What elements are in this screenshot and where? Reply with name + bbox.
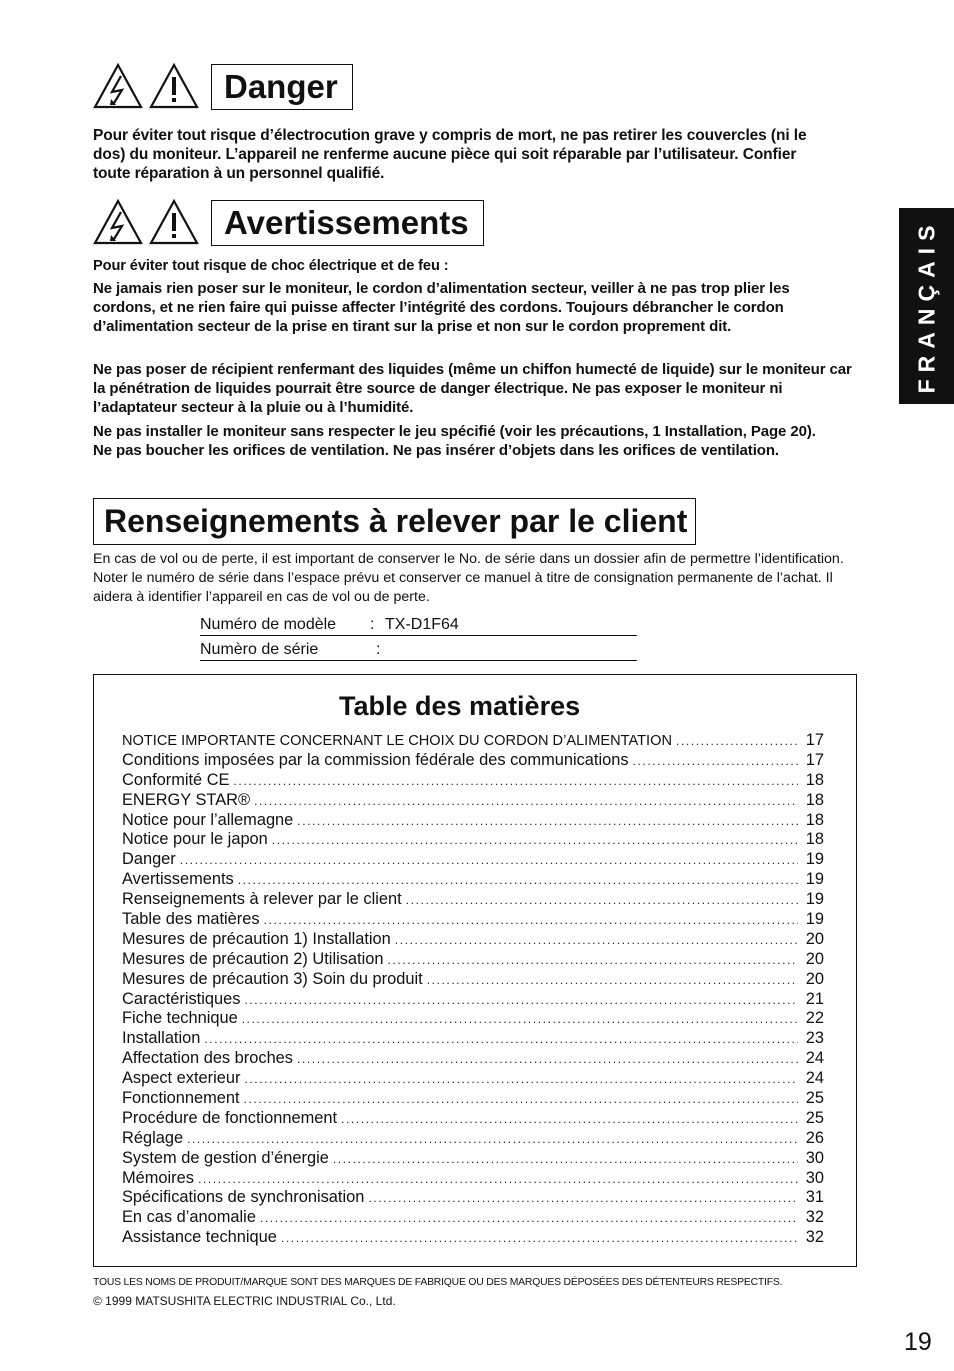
toc-item[interactable] xyxy=(122,791,824,811)
toc-dot-leader xyxy=(264,911,798,931)
toc-item-label: Fiche technique xyxy=(122,1009,238,1028)
toc-item-label: Spécifications de synchronisation xyxy=(122,1188,365,1207)
model-separator: : xyxy=(370,616,375,633)
toc-item-page: 20 xyxy=(805,949,824,968)
toc-item-page: 18 xyxy=(805,770,824,789)
toc-item-label: Mémoires xyxy=(122,1168,194,1187)
toc-item[interactable] xyxy=(122,1169,824,1189)
toc-item-page: 25 xyxy=(805,1108,824,1127)
toc-item-label: NOTICE IMPORTANTE CONCERNANT LE CHOIX DU CORDON D’ALIMENTATION xyxy=(122,733,673,749)
toc-box xyxy=(93,674,857,1267)
shock-hazard-icon xyxy=(93,198,143,246)
toc-item-label: Conformité CE xyxy=(122,770,230,789)
toc-item-page: 30 xyxy=(805,1148,824,1167)
toc-item[interactable] xyxy=(122,970,824,990)
model-label: Numéro de modèle xyxy=(200,616,337,633)
toc-item-page: 18 xyxy=(805,790,824,809)
toc-item[interactable] xyxy=(122,771,824,791)
toc-item[interactable] xyxy=(122,811,824,831)
toc-dot-leader xyxy=(406,891,798,911)
toc-dot-leader xyxy=(244,991,798,1011)
customer-text: En cas de vol ou de perte, il est important de conserver le No. de série dans un dossier afin de permettre l’identification. Noter le numéro de série dans l’espace prévu et conserver ce manuel à titre de consignation permanente de l’achat. Il aidera à identifier l’appareil en cas de vol ou de perte. xyxy=(93,551,844,606)
toc-item-page: 23 xyxy=(805,1029,824,1048)
toc-item-page: 17 xyxy=(805,750,824,769)
shock-hazard-icon xyxy=(93,62,143,110)
toc-item[interactable] xyxy=(122,930,824,950)
toc-item-label: Installation xyxy=(122,1029,201,1048)
toc-item[interactable] xyxy=(122,1089,824,1109)
toc-item-page: 25 xyxy=(805,1089,824,1108)
serial-number-row xyxy=(200,640,637,661)
toc-dot-leader xyxy=(395,931,798,951)
toc-item[interactable] xyxy=(122,1009,824,1029)
copyright-notice: © 1999 MATSUSHITA ELECTRIC INDUSTRIAL Co., Ltd. xyxy=(93,1294,396,1308)
model-value: TX-D1F64 xyxy=(385,616,459,633)
toc-item-page: 19 xyxy=(805,870,824,889)
toc-item-page: 26 xyxy=(805,1128,824,1147)
danger-text: Pour éviter tout risque d’électrocution grave y compris de mort, ne pas retirer les couvercles (ni le dos) du moniteur. L’appareil ne renferme aucune pièce qui soit réparable par l’utilisateur. Confier toute réparation à un personnel qualifié. xyxy=(93,127,807,183)
toc-dot-leader xyxy=(204,1030,798,1050)
toc-item-label: Renseignements à relever par le client xyxy=(122,890,402,909)
toc-item-page: 19 xyxy=(805,850,824,869)
danger-heading xyxy=(93,62,353,110)
toc-item[interactable] xyxy=(122,1228,824,1248)
page-number: 19 xyxy=(904,1328,932,1356)
toc-dot-leader xyxy=(333,1150,798,1170)
toc-item-label: Mesures de précaution 3) Soin du produit xyxy=(122,969,423,988)
toc-item-page: 20 xyxy=(805,929,824,948)
toc-item-label: Mesures de précaution 2) Utilisation xyxy=(122,949,384,968)
toc-item-page: 17 xyxy=(805,731,824,749)
toc-dot-leader xyxy=(676,732,798,752)
toc-dot-leader xyxy=(633,752,798,772)
warnings-paragraph: Ne pas poser de récipient renfermant des liquides (même un chiffon humecté de liquide) sur le moniteur car la pénétration de liquides pourrait être source de danger électrique. Ne pas exposer le moniteur ni l’adaptateur secteur à la pluie ou à l’humidité. xyxy=(93,361,852,417)
toc-item[interactable] xyxy=(122,1049,824,1069)
model-number-row xyxy=(200,615,637,636)
toc-item-page: 19 xyxy=(805,890,824,909)
warning-triangle-icon xyxy=(149,198,199,246)
toc-item-page: 18 xyxy=(805,810,824,829)
toc-item-page: 19 xyxy=(805,910,824,929)
toc-item-label: Caractéristiques xyxy=(122,989,241,1008)
danger-title: Danger xyxy=(211,64,353,110)
language-tab-label: FRANÇAIS xyxy=(913,218,939,394)
toc-item-page: 32 xyxy=(805,1208,824,1227)
warnings-paragraph: Ne jamais rien poser sur le moniteur, le cordon d’alimentation secteur, veiller à ne pas trop plier les cordons, et ne rien faire qui puisse affecter l’intégrité des cordons. Toujours débrancher le cordon d’alimentation secteur de la prise en tirant sur la prise et non sur le cordon proprement dit. xyxy=(93,280,790,336)
toc-dot-leader xyxy=(387,951,798,971)
toc-dot-leader xyxy=(260,1209,798,1229)
toc-dot-leader xyxy=(368,1189,798,1209)
toc-item[interactable] xyxy=(122,950,824,970)
toc-item-label: Fonctionnement xyxy=(122,1089,240,1108)
toc-item[interactable] xyxy=(122,751,824,771)
toc-dot-leader xyxy=(254,792,798,812)
toc-title: Table des matières xyxy=(339,691,581,721)
toc-dot-leader xyxy=(180,851,798,871)
toc-dot-leader xyxy=(242,1010,798,1030)
toc-item[interactable] xyxy=(122,870,824,890)
toc-item-label: Mesures de précaution 1) Installation xyxy=(122,929,391,948)
serial-label: Numèro de série xyxy=(200,641,319,658)
toc-dot-leader xyxy=(341,1110,798,1130)
toc-item[interactable] xyxy=(122,990,824,1010)
toc-item-label: Affectation des broches xyxy=(122,1049,293,1068)
toc-item[interactable] xyxy=(122,1029,824,1049)
language-tab xyxy=(899,208,954,404)
toc-item-page: 18 xyxy=(805,830,824,849)
toc-item-label: Avertissements xyxy=(122,870,234,889)
toc-item-page: 31 xyxy=(805,1188,824,1207)
toc-item-label: Procédure de fonctionnement xyxy=(122,1108,338,1127)
toc-item[interactable] xyxy=(122,1069,824,1089)
toc-dot-leader xyxy=(233,772,798,792)
warnings-title: Avertissements xyxy=(211,200,484,246)
toc-dot-leader xyxy=(427,971,798,991)
toc-item-label: Danger xyxy=(122,850,176,869)
toc-item-label: En cas d’anomalie xyxy=(122,1208,256,1227)
toc-dot-leader xyxy=(297,1050,798,1070)
toc-item-label: Aspect exterieur xyxy=(122,1069,241,1088)
toc-item-label: Réglage xyxy=(122,1128,184,1147)
toc-item-label: ENERGY STAR® xyxy=(122,790,251,809)
toc-item-label: Assistance technique xyxy=(122,1228,277,1247)
toc-item-label: Table des matières xyxy=(122,910,260,929)
toc-item[interactable] xyxy=(122,1109,824,1129)
toc-item[interactable] xyxy=(122,1188,824,1208)
toc-item-label: System de gestion d’énergie xyxy=(122,1148,329,1167)
toc-list xyxy=(122,731,824,1248)
toc-item[interactable] xyxy=(122,850,824,870)
toc-dot-leader xyxy=(187,1130,798,1150)
toc-dot-leader xyxy=(272,831,798,851)
toc-dot-leader xyxy=(297,812,798,832)
toc-item-page: 30 xyxy=(805,1168,824,1187)
toc-dot-leader xyxy=(198,1170,798,1190)
toc-dot-leader xyxy=(238,871,798,891)
toc-item-label: Notice pour l’allemagne xyxy=(122,810,294,829)
toc-item-label: Notice pour le japon xyxy=(122,830,268,849)
toc-item-page: 32 xyxy=(805,1228,824,1247)
toc-item[interactable] xyxy=(122,910,824,930)
customer-title: Renseignements à relever par le client xyxy=(93,498,696,545)
toc-item[interactable] xyxy=(122,830,824,850)
warnings-intro: Pour éviter tout risque de choc électrique et de feu : xyxy=(93,258,449,274)
toc-item[interactable] xyxy=(122,1129,824,1149)
toc-item[interactable] xyxy=(122,890,824,910)
toc-item-page: 20 xyxy=(805,969,824,988)
trademark-notice: TOUS LES NOMS DE PRODUIT/MARQUE SONT DES MARQUES DE FABRIQUE OU DES MARQUES DÉPOSÉES DES DÉTENTEURS RESPECTIFS. xyxy=(93,1277,783,1288)
warning-triangle-icon xyxy=(149,62,199,110)
toc-dot-leader xyxy=(281,1229,798,1249)
toc-item-page: 21 xyxy=(805,989,824,1008)
serial-separator: : xyxy=(376,641,381,658)
toc-item[interactable] xyxy=(122,731,824,751)
toc-item[interactable] xyxy=(122,1149,824,1169)
warnings-paragraph: Ne pas installer le moniteur sans respecter le jeu spécifié (voir les précautions, 1 Installation, Page 20). Ne pas boucher les orifices de ventilation. Ne pas insérer d’objets dans les orifices de ventilation. xyxy=(93,423,816,460)
toc-item-label: Conditions imposées par la commission fédérale des communications xyxy=(122,750,629,769)
toc-dot-leader xyxy=(244,1090,798,1110)
toc-item-page: 24 xyxy=(805,1069,824,1088)
toc-item-page: 22 xyxy=(805,1009,824,1028)
toc-item[interactable] xyxy=(122,1208,824,1228)
warnings-heading xyxy=(93,198,484,246)
toc-item-page: 24 xyxy=(805,1049,824,1068)
toc-dot-leader xyxy=(244,1070,798,1090)
